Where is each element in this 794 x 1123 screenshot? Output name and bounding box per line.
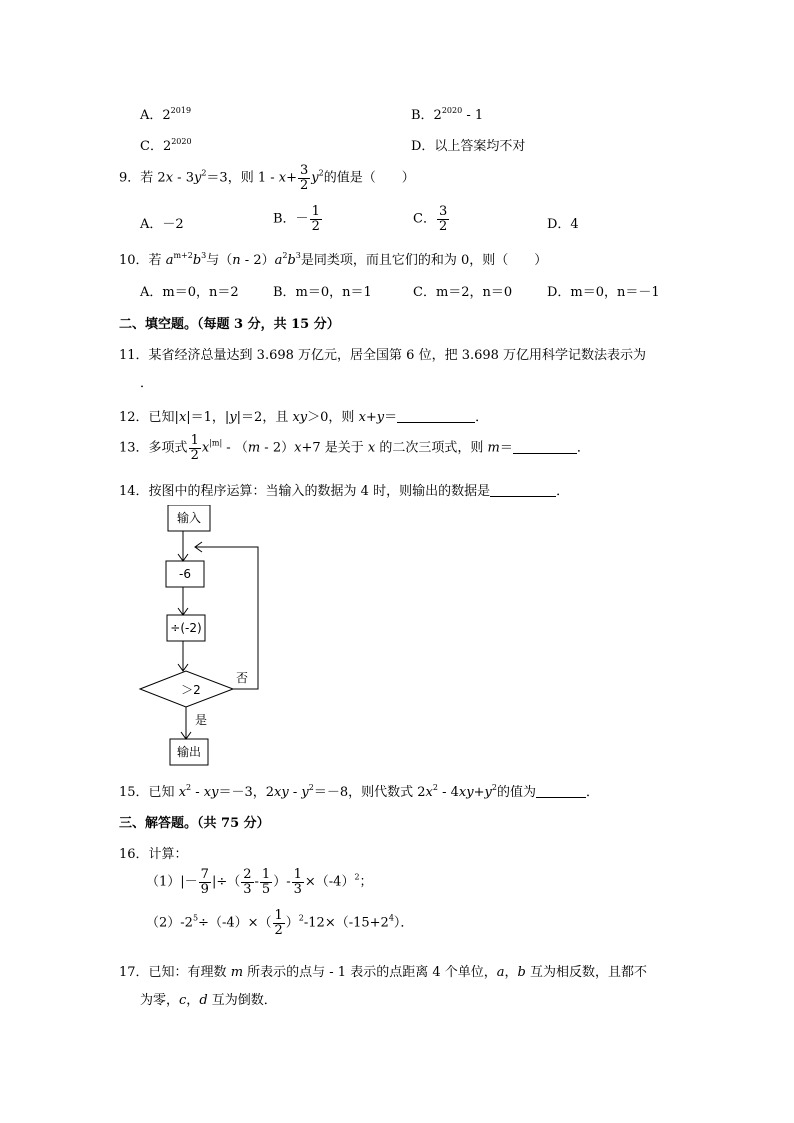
fraction: $\frac{1}{3}$: [293, 867, 302, 897]
fraction: $\frac{1}{2}$: [311, 204, 320, 234]
question-16: 16．计算：: [119, 847, 188, 862]
q9-option-b: B．－ $\frac{1}{2}$: [273, 204, 320, 234]
q8-option-b: B．$2^{2020} - 1$: [411, 106, 484, 123]
fraction: $\frac{1}{2}$: [190, 433, 199, 463]
answer-blank[interactable]: [490, 483, 556, 497]
question-13: 13．多项式 $\frac{1}{2}$ $x^{|m|} - (m - 2)x+7$ 是关于 x 的二次三项式，则 m＝ ．: [119, 433, 590, 463]
q8-option-a: A．$2^{2019}$: [140, 106, 192, 123]
flow-no-label: 否: [236, 671, 249, 685]
question-17-line-2: 为零，c，d 互为倒数．: [140, 993, 277, 1008]
q8-option-d: D．以上答案均不对: [411, 139, 526, 154]
flow-divide-label: ÷(-2): [170, 621, 202, 635]
q9-option-d: D．4: [547, 217, 579, 232]
question-15: 15．已知 $x^2 - xy=-3$，$2xy - y^2=-8$，则代数式 $2x^2 - 4xy+y^2$的值为 ．: [119, 783, 599, 800]
fraction: $\frac{1}{5}$: [261, 867, 271, 897]
q10-option-a: A．m＝0，n＝2: [140, 285, 239, 300]
flow-yes-label: 是: [195, 713, 208, 727]
flow-subtract-label: -6: [179, 567, 191, 581]
fraction: $\frac{2}{3}$: [243, 867, 252, 897]
question-17: 17．已知：有理数 m 所表示的点与 - 1 表示的点距离 4 个单位，a，b 互为相反数，且都不: [119, 965, 647, 980]
question-16-part-2: $(2)-2^5\div(-4)\times$（ $\frac{1}{2}$ ）$^2-12\times(-15+2^4)$．: [146, 908, 414, 938]
question-11: 11．某省经济总量达到 3.698 万亿元，居全国第 6 位，把 3.698 万亿用科学记数法表示为: [119, 348, 647, 363]
section-2-heading: 二、填空题。（每题 3 分，共 15 分）: [119, 317, 340, 332]
question-9-stem: 9．若 $2x - 3y^2=3$，则 1 - x+ $\frac{3}{2}$ $y^2$的值是（ ）: [119, 163, 415, 193]
q9-option-c: C． $\frac{3}{2}$: [413, 204, 448, 234]
section-3-heading: 三、解答题。（共 75 分）: [119, 816, 270, 831]
fraction: $\frac{3}{2}$: [300, 163, 309, 193]
question-11-tail: ．: [140, 376, 154, 391]
q10-option-c: C．m＝2，n＝0: [413, 285, 513, 300]
fraction: $\frac{1}{2}$: [274, 908, 283, 938]
q10-option-d: D．m＝0，n＝－1: [547, 285, 660, 300]
q10-option-b: B．m＝0，n＝1: [273, 285, 372, 300]
fraction: $\frac{7}{9}$: [200, 867, 209, 897]
flow-condition-label: ＞2: [181, 683, 201, 697]
question-10-stem: 10．若 $a^{m+2}b^3$与$(n - 2)a^2b^3$是同类项，而且它们的和为 0，则（ ）: [119, 251, 548, 268]
question-14: 14．按图中的程序运算：当输入的数据为 4 时，则输出的数据是 ．: [119, 484, 570, 499]
question-12: 12．已知|x|＝1，|y|＝2，且 xy＞0，则 x+y＝ ．: [119, 410, 489, 425]
q8-option-c: C．$2^{2020}$: [140, 137, 192, 154]
q9-option-a: A．－2: [140, 217, 184, 232]
flow-output-label: 输出: [176, 745, 202, 759]
answer-blank[interactable]: [536, 784, 586, 798]
answer-blank[interactable]: [513, 440, 577, 454]
flow-input-label: 输入: [176, 511, 202, 525]
answer-blank[interactable]: [397, 409, 475, 423]
fraction: $\frac{3}{2}$: [438, 204, 448, 234]
program-flowchart: [135, 505, 275, 774]
question-16-part-1: （1）|－ $\frac{7}{9}$ |÷（ $\frac{2}{3}$ - $\frac{1}{5}$ ）- $\frac{1}{3}$ $\times(-4)^2$；: [146, 867, 373, 897]
